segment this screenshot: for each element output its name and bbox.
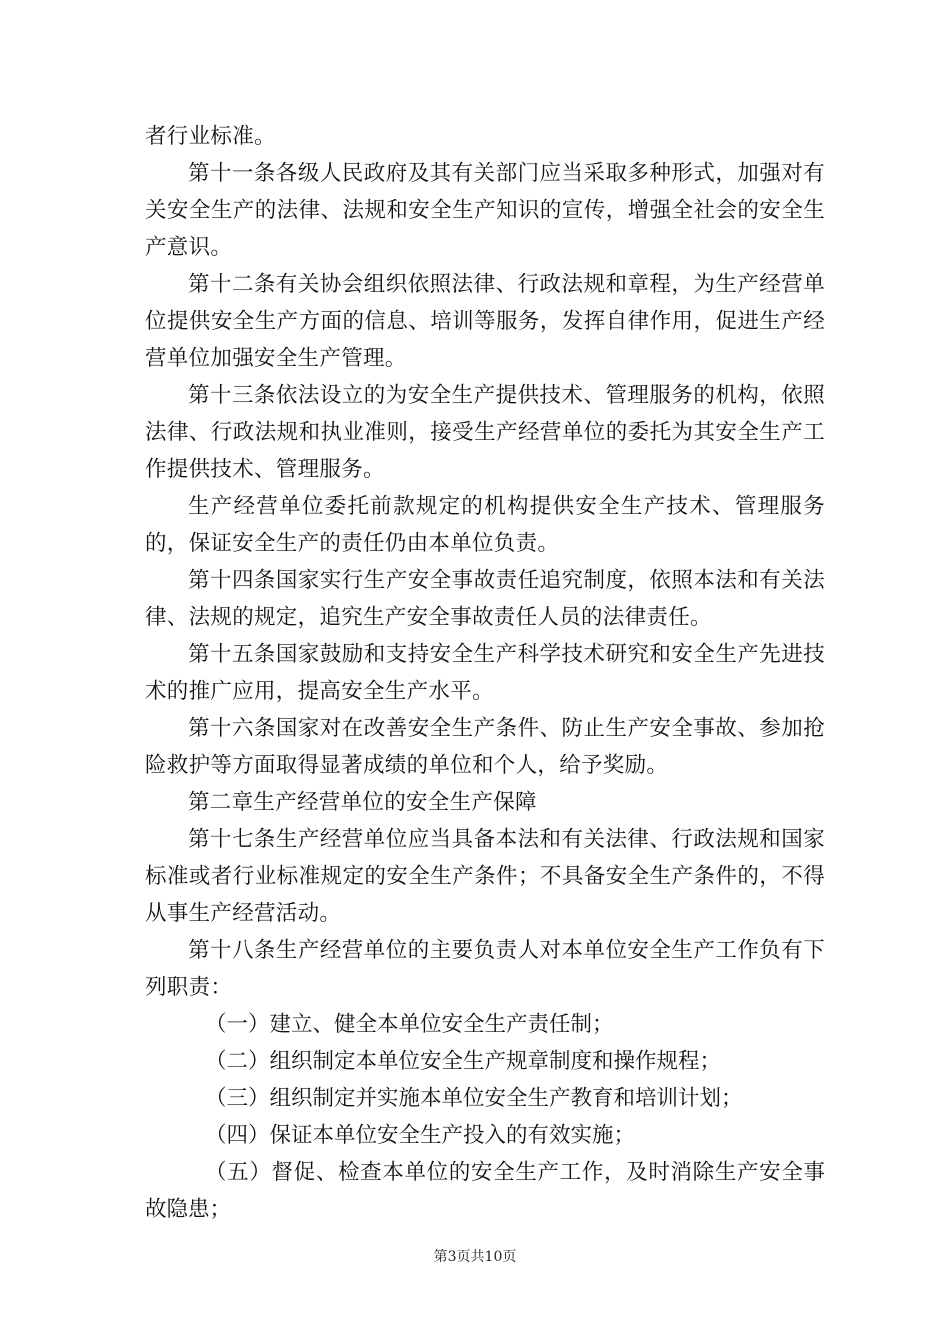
- page-number-footer: 第3页共10页: [433, 1249, 517, 1265]
- document-body: [145, 118, 825, 1228]
- paragraph-continuation: 者行业标准。: [145, 124, 276, 149]
- article-18: 第十八条生产经营单位的主要负责人对本单位安全生产工作负有下列职责：: [145, 938, 825, 1000]
- article-12: 第十二条有关协会组织依照法律、行政法规和章程，为生产经营单位提供安全生产方面的信息、培训等服务，发挥自律作用，促进生产经营单位加强安全生产管理。: [145, 272, 825, 371]
- list-item-3: （三）组织制定并实施本单位安全生产教育和培训计划；: [205, 1086, 743, 1111]
- article-15: 第十五条国家鼓励和支持安全生产科学技术研究和安全生产先进技术的推广应用，提高安全生产水平。: [145, 642, 825, 704]
- list-item-2: （二）组织制定本单位安全生产规章制度和操作规程；: [205, 1049, 722, 1074]
- article-11: 第十一条各级人民政府及其有关部门应当采取多种形式，加强对有关安全生产的法律、法规和安全生产知识的宣传，增强全社会的安全生产意识。: [145, 161, 825, 260]
- list-item-1: （一）建立、健全本单位安全生产责任制；: [205, 1012, 614, 1037]
- article-14: 第十四条国家实行生产安全事故责任追究制度，依照本法和有关法律、法规的规定，追究生产安全事故责任人员的法律责任。: [145, 568, 825, 630]
- article-13-clause-2: 生产经营单位委托前款规定的机构提供安全生产技术、管理服务的，保证安全生产的责任仍由本单位负责。: [145, 494, 825, 556]
- list-item-4: （四）保证本单位安全生产投入的有效实施；: [205, 1123, 636, 1148]
- chapter-2-heading: 第二章生产经营单位的安全生产保障: [188, 790, 537, 815]
- list-item-5: （五）督促、检查本单位的安全生产工作，及时消除生产安全事故隐患；: [145, 1160, 825, 1222]
- article-13: 第十三条依法设立的为安全生产提供技术、管理服务的机构，依照法律、行政法规和执业准则，接受生产经营单位的委托为其安全生产工作提供技术、管理服务。: [145, 383, 825, 482]
- article-16: 第十六条国家对在改善安全生产条件、防止生产安全事故、参加抢险救护等方面取得显著成绩的单位和个人，给予奖励。: [145, 716, 825, 778]
- article-17: 第十七条生产经营单位应当具备本法和有关法律、行政法规和国家标准或者行业标准规定的安全生产条件；不具备安全生产条件的，不得从事生产经营活动。: [145, 827, 825, 926]
